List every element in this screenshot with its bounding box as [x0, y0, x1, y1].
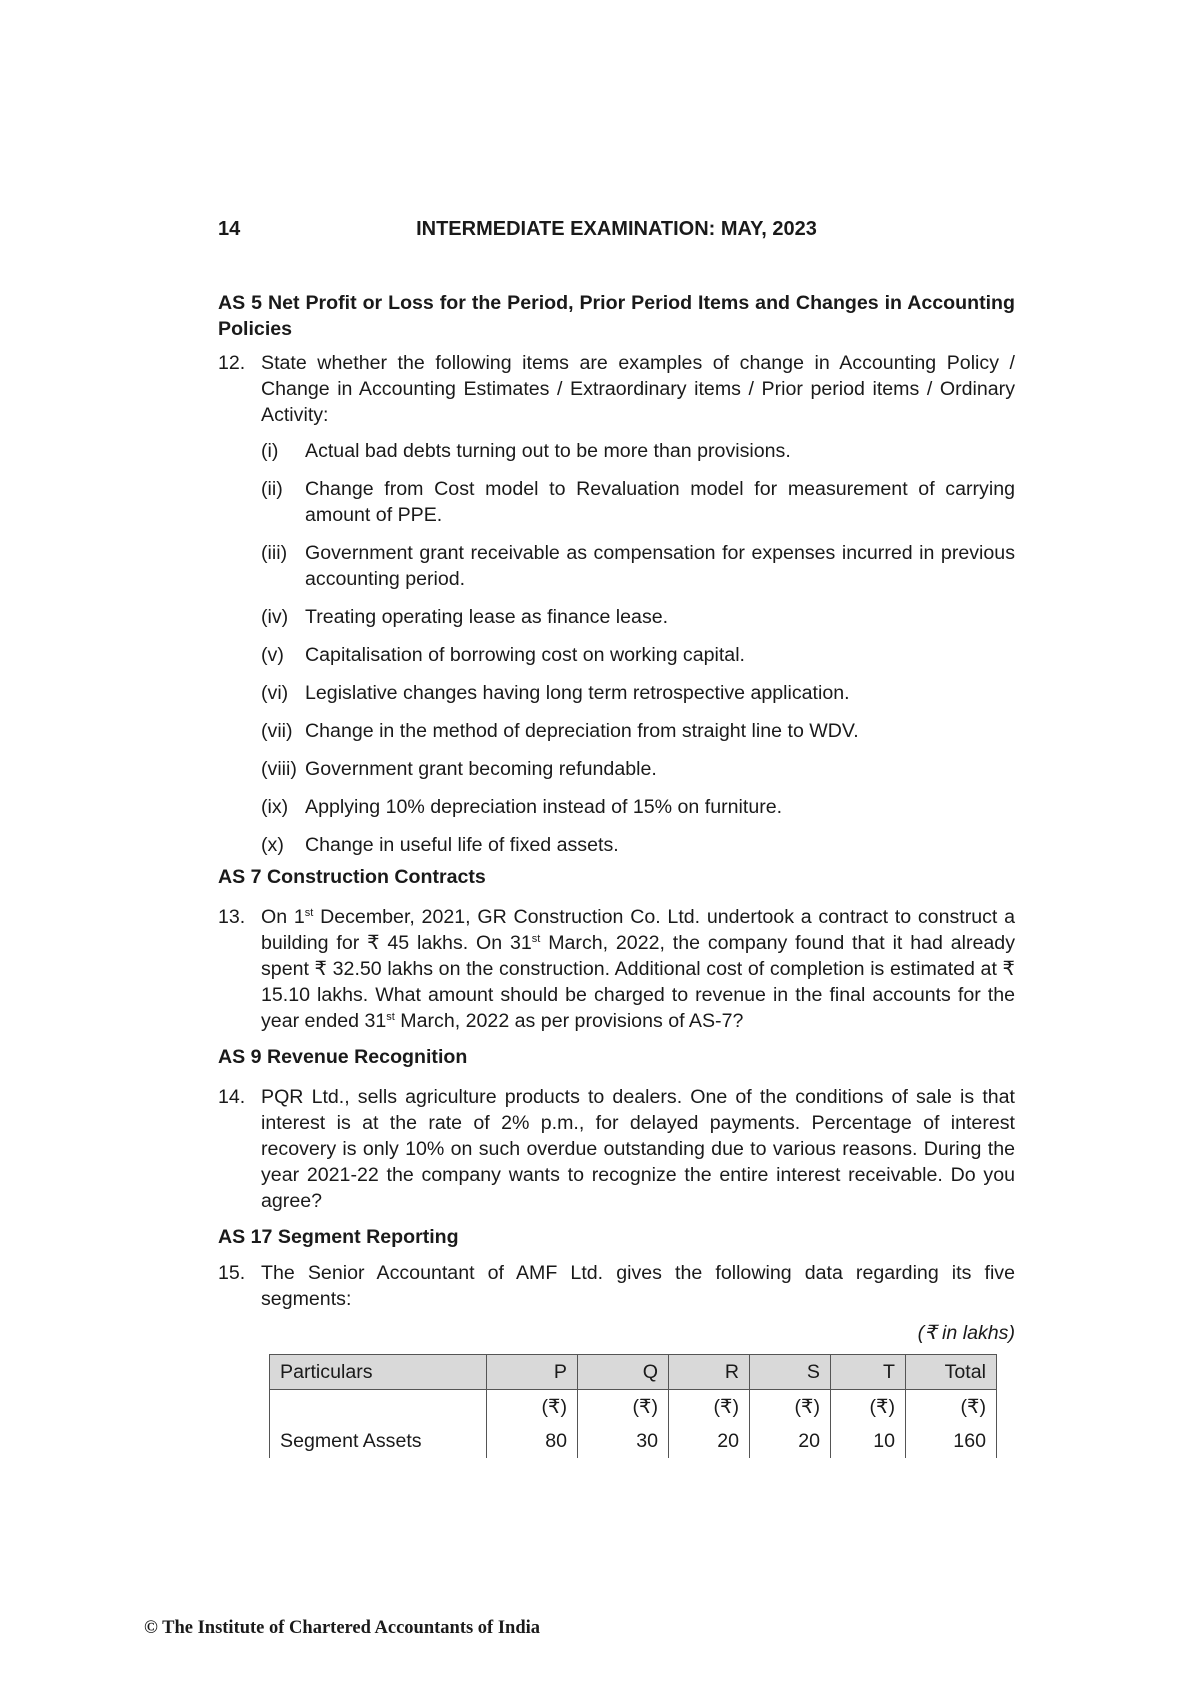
table-cell: (₹) [669, 1390, 750, 1425]
unit-note: (₹ in lakhs) [917, 1322, 1015, 1344]
superscript: st [531, 933, 541, 945]
table-cell: (₹) [906, 1390, 997, 1425]
table-cell: (₹) [831, 1390, 906, 1425]
item-number: (viii) [261, 758, 297, 780]
column-header: S [750, 1355, 831, 1390]
question-number: 15. [218, 1262, 246, 1284]
table-cell: 20 [669, 1424, 750, 1458]
page-title: INTERMEDIATE EXAMINATION: MAY, 2023 [416, 218, 817, 240]
item-number: (iv) [261, 606, 289, 628]
table-cell: (₹) [750, 1390, 831, 1425]
table-row [270, 1424, 997, 1458]
list-item [261, 438, 1015, 464]
table-row [270, 1390, 997, 1425]
text-run: March, 2022 as per provisions of AS-7? [394, 1010, 744, 1032]
question-12 [218, 350, 1015, 428]
table-cell: 20 [750, 1424, 831, 1458]
item-number: (vi) [261, 682, 289, 704]
column-header: T [831, 1355, 906, 1390]
segment-table [269, 1354, 997, 1458]
item-text: Change from Cost model to Revaluation model for measurement of carrying amount of PPE. [305, 478, 1015, 526]
table-header-row [270, 1355, 997, 1390]
item-text: Legislative changes having long term retrospective application. [305, 682, 850, 704]
footer-copyright: © The Institute of Chartered Accountants of India [144, 1618, 541, 1638]
item-text: Applying 10% depreciation instead of 15% on furniture. [305, 796, 783, 818]
text-run: On 1 [261, 906, 305, 928]
list-item [261, 794, 1015, 820]
list-item [261, 476, 1015, 528]
column-header: P [487, 1355, 578, 1390]
column-header: Particulars [270, 1355, 487, 1390]
table-cell: (₹) [578, 1390, 669, 1425]
question-12-items [261, 438, 1015, 858]
question-number: 13. [218, 906, 246, 928]
item-text: Capitalisation of borrowing cost on working capital. [305, 644, 745, 666]
question-14 [218, 1084, 1015, 1214]
list-item [261, 718, 1015, 744]
page-header [218, 218, 1015, 244]
item-number: (iii) [261, 542, 288, 564]
item-text: Change in the method of depreciation from straight line to WDV. [305, 720, 859, 742]
table-cell: 80 [487, 1424, 578, 1458]
item-text: Change in useful life of fixed assets. [305, 834, 619, 856]
document-body [218, 290, 1015, 1458]
item-text: Actual bad debts turning out to be more than provisions. [305, 440, 791, 462]
item-number: (vii) [261, 720, 293, 742]
item-text: Government grant becoming refundable. [305, 758, 657, 780]
question-text [261, 904, 1015, 1034]
item-number: (x) [261, 834, 284, 856]
section-heading-as5: AS 5 Net Profit or Loss for the Period, Prior Period Items and Changes in Accounting Policies [218, 292, 1015, 340]
item-text: Government grant receivable as compensation for expenses incurred in previous accounting period. [305, 542, 1015, 590]
column-header: Q [578, 1355, 669, 1390]
list-item [261, 832, 1015, 858]
question-text: The Senior Accountant of AMF Ltd. gives the following data regarding its five segments: [261, 1262, 1015, 1310]
table-cell: 10 [831, 1424, 906, 1458]
section-heading-as9: AS 9 Revenue Recognition [218, 1046, 468, 1068]
list-item [261, 756, 1015, 782]
item-text: Treating operating lease as finance lease. [305, 606, 669, 628]
question-15 [218, 1260, 1015, 1312]
item-number: (v) [261, 644, 284, 666]
item-number: (ix) [261, 796, 289, 818]
column-header: Total [906, 1355, 997, 1390]
question-13 [218, 904, 1015, 1034]
table-cell: (₹) [487, 1390, 578, 1425]
question-text: State whether the following items are examples of change in Accounting Policy / Change in Accounting Estimates / Extraordinary items / Prior period items / Ordinary Activity: [261, 352, 1015, 426]
section-heading-as7: AS 7 Construction Contracts [218, 866, 486, 888]
table-cell: Segment Assets [270, 1424, 487, 1458]
list-item [261, 680, 1015, 706]
question-number: 12. [218, 352, 246, 374]
table-cell: 30 [578, 1424, 669, 1458]
section-heading-as17: AS 17 Segment Reporting [218, 1226, 459, 1248]
text-run: March, 2022, the company found that it had already spent ₹ 32.50 lakhs on the construction. Additional cost of completion is estimated at ₹ 15.10 lakhs. What amount should be charged to revenue in the final accounts for the year ended 31 [261, 932, 1015, 1032]
list-item [261, 642, 1015, 668]
item-number: (ii) [261, 478, 283, 500]
item-number: (i) [261, 440, 279, 462]
page-number: 14 [218, 218, 241, 240]
table-cell [270, 1390, 487, 1425]
question-text: PQR Ltd., sells agriculture products to dealers. One of the conditions of sale is that interest is at the rate of 2% p.m., for delayed payments. Percentage of interest recovery is only 10% on such overdue outstanding due to various reasons. During the year 2021-22 the company wants to recognize the entire interest receivable. Do you agree? [261, 1086, 1015, 1212]
list-item [261, 540, 1015, 592]
superscript: st [386, 1011, 395, 1023]
superscript: st [304, 907, 314, 919]
table-cell: 160 [906, 1424, 997, 1458]
list-item [261, 604, 1015, 630]
question-number: 14. [218, 1086, 246, 1108]
text-run: December, 2021, GR Construction Co. Ltd. undertook a contract to construct a building for ₹ 45 lakhs. On 31 [261, 906, 1015, 954]
column-header: R [669, 1355, 750, 1390]
